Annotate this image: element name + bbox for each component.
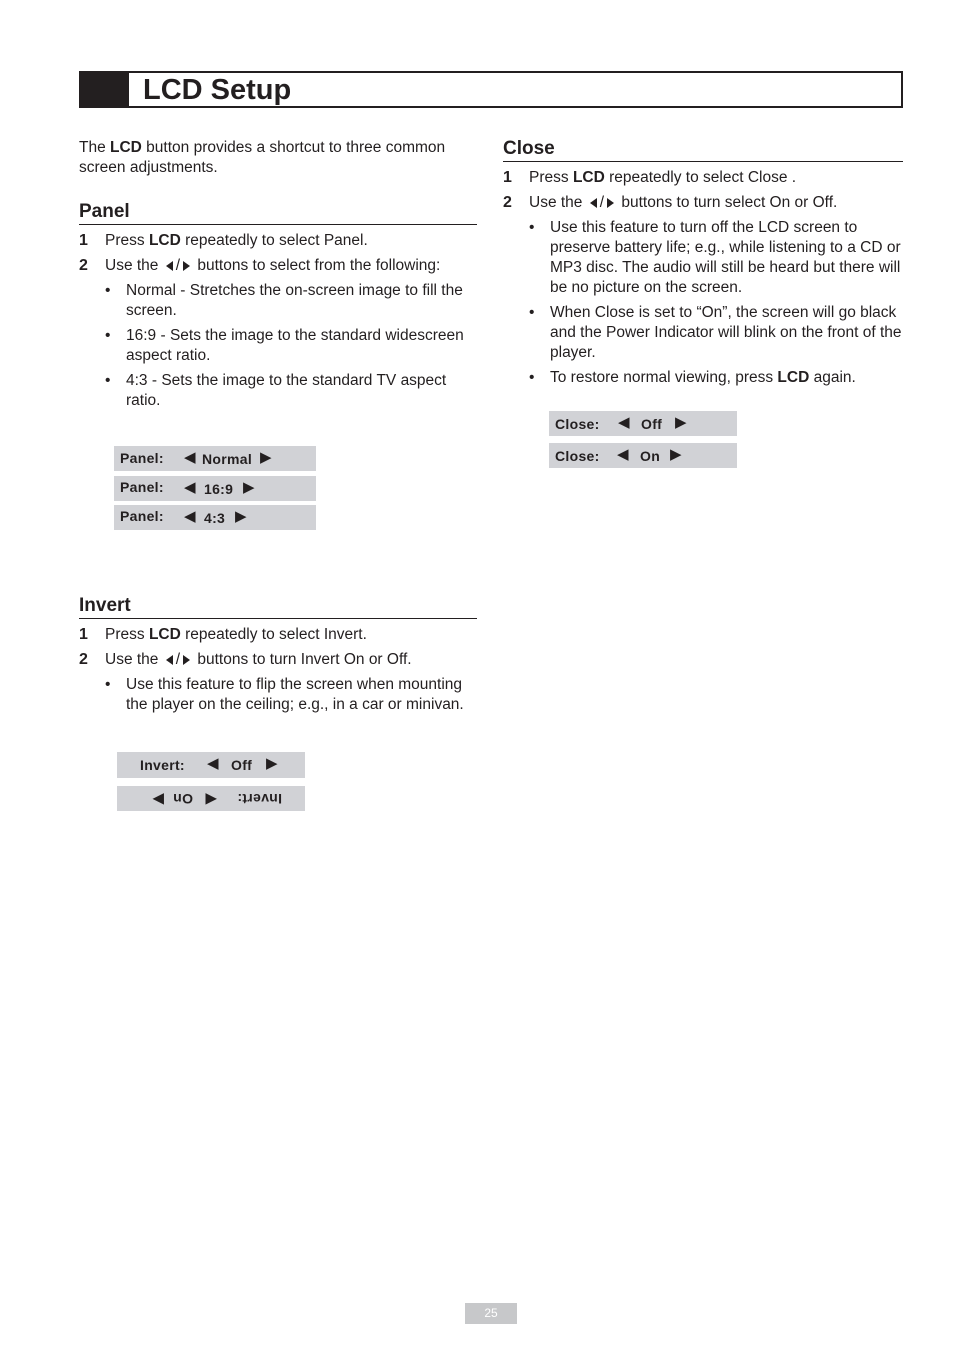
bullet-bold: LCD (777, 369, 810, 386)
step-text: Use the (105, 257, 159, 274)
right-arrow-icon (183, 655, 190, 665)
osd-value: Normal (202, 451, 253, 467)
panel-bullet-43 (79, 371, 477, 411)
close-osd-on (549, 443, 737, 468)
osd-value: Off (231, 757, 253, 773)
osd-left-arrow-icon: ◀ (207, 755, 219, 772)
bullet-dot: • (529, 219, 535, 236)
page-title: LCD Setup (143, 74, 292, 106)
bullet-dot: • (105, 676, 111, 693)
osd-label: Panel: (120, 508, 164, 524)
bullet-text: Normal - Stretches the on-screen image to fill the screen. (126, 282, 463, 319)
panel-osd-169 (114, 476, 316, 501)
step-text-rest: repeatedly to select Panel. (180, 232, 368, 249)
step-text-rest: repeatedly to select Invert. (180, 626, 367, 643)
right-column (503, 138, 903, 393)
intro-text: The (79, 139, 111, 156)
slash: / (175, 651, 181, 668)
bullet-text-rest: again. (809, 369, 856, 386)
step-bold: LCD (148, 626, 181, 643)
step-number: 2 (503, 194, 512, 211)
osd-left-arrow-icon: ◀ (617, 446, 629, 463)
step-text-rest: repeatedly to select Close . (604, 169, 797, 186)
bullet-dot: • (529, 304, 535, 321)
osd-label: Invert: (237, 791, 282, 807)
osd-left-arrow-icon: ◀ (184, 508, 196, 525)
osd-value: On (172, 791, 193, 807)
intro-paragraph (79, 138, 477, 178)
step-number: 1 (79, 232, 88, 249)
osd-label: Panel: (120, 450, 164, 466)
close-bullet-battery (503, 218, 903, 298)
osd-left-arrow-icon: ◀ (618, 414, 630, 431)
bullet-dot: • (105, 372, 111, 389)
osd-label: Close: (555, 416, 600, 432)
invert-step-1 (79, 625, 477, 645)
page-number: 25 (465, 1303, 517, 1324)
step-text: Press (529, 169, 573, 186)
bullet-text: When Close is set to “On”, the screen will go black and the Power Indicator will blink on the front of the player. (550, 304, 902, 361)
osd-value: On (640, 448, 661, 464)
panel-step-2 (79, 256, 477, 276)
step-text: Press (105, 232, 149, 249)
panel-osd-normal (114, 446, 316, 471)
panel-heading: Panel (79, 201, 477, 225)
left-column (79, 138, 477, 416)
osd-right-arrow-icon: ▶ (243, 479, 255, 496)
slash: / (599, 194, 605, 211)
right-arrow-icon (183, 261, 190, 271)
osd-left-arrow-icon: ◀ (184, 479, 196, 496)
intro-bold: LCD (110, 139, 142, 156)
invert-heading: Invert (79, 595, 477, 619)
close-bullet-restore (503, 368, 903, 388)
left-arrow-icon (590, 198, 597, 208)
step-number: 1 (503, 169, 512, 186)
osd-value: Off (641, 416, 663, 432)
osd-right-arrow-icon: ▶ (235, 508, 247, 525)
step-text: Press (105, 626, 149, 643)
osd-value: 16:9 (204, 481, 234, 497)
panel-step-1 (79, 231, 477, 251)
step-text: Use the (105, 651, 159, 668)
title-bar (79, 71, 903, 108)
bullet-text: To restore normal viewing, press (550, 369, 778, 386)
panel-bullet-169 (79, 326, 477, 366)
osd-right-arrow-icon: ▶ (266, 755, 278, 772)
osd-label: Close: (555, 448, 600, 464)
close-osd-off (549, 411, 737, 436)
step-text: Use the (529, 194, 583, 211)
panel-osd-43 (114, 505, 316, 530)
bullet-text: 16:9 - Sets the image to the standard widescreen aspect ratio. (126, 327, 464, 364)
osd-value: 4:3 (204, 510, 226, 526)
invert-step-2 (79, 650, 477, 670)
step-bold: LCD (572, 169, 605, 186)
close-step-2 (503, 193, 903, 213)
bullet-dot: • (105, 282, 111, 299)
close-bullet-on (503, 303, 903, 363)
step-text-rest: buttons to turn Invert On or Off. (197, 651, 412, 668)
step-number: 2 (79, 257, 88, 274)
bullet-text: Use this feature to turn off the LCD screen to preserve battery life; e.g., while listening to a CD or MP3 disc. The audio will still be heard but there will be no picture on the screen. (550, 219, 901, 296)
step-text-rest: buttons to turn select On or Off. (621, 194, 838, 211)
osd-left-arrow-icon: ◀ (184, 449, 196, 466)
osd-left-arrow-icon: ◀ (205, 791, 217, 808)
step-number: 1 (79, 626, 88, 643)
bullet-dot: • (529, 369, 535, 386)
left-arrow-icon (166, 261, 173, 271)
left-arrow-icon (166, 655, 173, 665)
step-text-rest: buttons to select from the following: (197, 257, 441, 274)
invert-section (79, 595, 477, 720)
bullet-text: 4:3 - Sets the image to the standard TV aspect ratio. (126, 372, 447, 409)
title-block (81, 73, 129, 106)
panel-bullet-normal (79, 281, 477, 321)
osd-right-arrow-icon: ▶ (670, 446, 682, 463)
close-step-1 (503, 168, 903, 188)
right-arrow-icon (607, 198, 614, 208)
invert-osd-on-flipped (117, 786, 305, 811)
osd-right-arrow-icon: ▶ (675, 414, 687, 431)
step-number: 2 (79, 651, 88, 668)
osd-right-arrow-icon: ▶ (152, 791, 164, 808)
invert-osd-off (117, 752, 305, 778)
intro-text-rest: button provides a shortcut to three common screen adjustments. (79, 139, 446, 176)
invert-bullet (79, 675, 477, 715)
osd-label: Invert: (140, 757, 185, 773)
close-heading: Close (503, 138, 903, 162)
bullet-dot: • (105, 327, 111, 344)
osd-label: Panel: (120, 479, 164, 495)
osd-right-arrow-icon: ▶ (260, 449, 272, 466)
slash: / (175, 257, 181, 274)
step-bold: LCD (148, 232, 181, 249)
bullet-text: Use this feature to flip the screen when mounting the player on the ceiling; e.g., in a car or minivan. (126, 676, 464, 713)
